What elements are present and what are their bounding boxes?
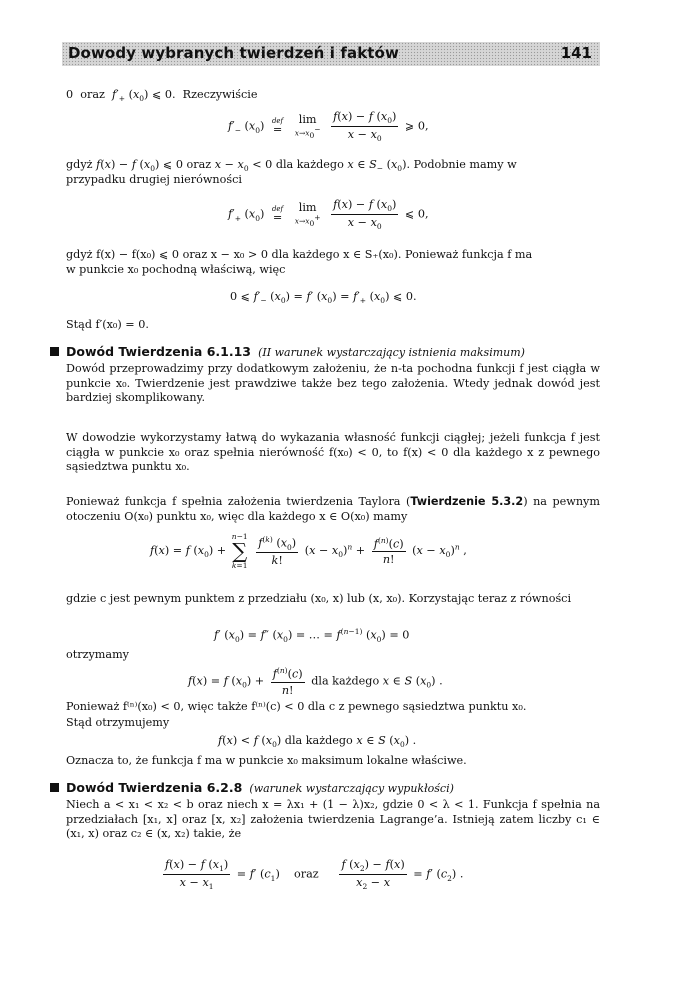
equation-lagrange: $\frac{f(x) - f (x_1)}{x - x_1}$ = f′ $(c_1)$ oraz $\frac{f (x_2) - f(x)}{x_2 - x}$ = f′ $(c_2)$ . <box>165 858 464 892</box>
equation-taylor: f(x) = f $(x_0)$ + n−1 ∑ k=1 $\frac{f^{(k)} (x_0)}{k!}$ $(x - x_0)^n$ + $\frac{f^{(n)}(c)}{n!}$ $(x - x_0)^n$ , <box>150 532 467 570</box>
paragraph: gdzie c jest pewnym punktem z przedziału (x₀, x) lub (x, x₀). Korzystając teraz z równości <box>66 592 572 605</box>
page-number: 141 <box>560 44 592 62</box>
paragraph: Dowód przeprowadzimy przy dodatkowym założeniu, że n-ta pochodna funkcji f jest ciągła w punkcie x₀. Twierdzenie jest prawdziwe także bez tego założenia. Wtedy jednak dowód jest bardziej skomplikowany. <box>66 362 600 404</box>
text-line: gdyż f(x) − f $(x_0)$ ⩽ 0 oraz $x - x_0 < 0$ dla każdego x ∈ $S_-$ $(x_0)$. Podobnie mamy w <box>66 158 517 174</box>
text-line: otrzymamy <box>66 648 130 661</box>
bullet-square-icon <box>50 783 59 792</box>
header-title: Dowody wybranych twierdzeń i faktów <box>68 44 399 62</box>
section-heading-6-2-8: Dowód Twierdzenia 6.2.8 (warunek wystarczający wypukłości) <box>50 780 454 795</box>
section-heading-6-1-13: Dowód Twierdzenia 6.1.13 (II warunek wystarczający istnienia maksimum) <box>50 344 525 359</box>
text-line: Ponieważ f⁽ⁿ⁾(x₀) < 0, więc także f⁽ⁿ⁾(c) < 0 dla c z pewnego sąsiedztwa punktu x₀. <box>66 700 527 713</box>
text-line: 0 oraz $f'_+$ $(x_0)$ ⩽ 0. Rzeczywiście <box>66 88 258 104</box>
equation-derivatives-zero: f′ $(x_0) = f''$ $(x_0)$ = … = $f^{(n-1)}$ $(x_0) = 0$ <box>214 627 410 644</box>
equation-left-derivative: $f'_-$ $(x_0)$ def = lim $x\to x_0^-$ $\frac{f(x) - f (x_0)}{x - x_0}$ ⩾ 0, <box>228 110 429 144</box>
bullet-square-icon <box>50 347 59 356</box>
page-header <box>62 42 600 66</box>
equation-remainder: f(x) = f $(x_0)$ + $\frac{f^{(n)}(c)}{n!}$ dla każdego x ∈ S $(x_0)$ . <box>188 666 443 697</box>
text-line: Stąd otrzymujemy <box>66 716 170 729</box>
text-line: Oznacza to, że funkcja f ma w punkcie x₀ maksimum lokalne właściwe. <box>66 754 467 767</box>
text-line: Stąd f′(x₀) = 0. <box>66 318 149 331</box>
text-line: w punkcie x₀ pochodną właściwą, więc <box>66 263 286 276</box>
paragraph: Niech a < x₁ < x₂ < b oraz niech x = λx₁ + (1 − λ)x₂, gdzie 0 < λ < 1. Funkcja f spełnia na przedziałach [x₁, x] oraz [x, x₂] założenia twierdzenia Lagrange’a. Istnieją zatem liczby c₁ ∈ (x₁, x) oraz c₂ ∈ (x, x₂) takie, że <box>66 798 600 840</box>
paragraph: W dowodzie wykorzystamy łatwą do wykazania własność funkcji ciągłej; jeżeli funkcja f jest ciągła w punkcie x₀ oraz spełnia nierówność f(x₀) < 0, to f(x) < 0 dla każdego x z pewnego sąsiedztwa punktu x₀. <box>66 431 600 473</box>
equation-max: f(x) < f $(x_0)$ dla każdego x ∈ S $(x_0)$ . <box>218 734 417 750</box>
equation-right-derivative: $f'_+$ $(x_0)$ def = lim $x\to x_0^+$ $\frac{f(x) - f (x_0)}{x - x_0}$ ⩽ 0, <box>228 198 429 232</box>
text-line: przypadku drugiej nierówności <box>66 173 242 186</box>
paragraph: Ponieważ funkcja f spełnia założenia twierdzenia Taylora (Twierdzenie 5.3.2) na pewnym otoczeniu O(x₀) punktu x₀, więc dla każdego x ∈ O(x₀) mamy <box>66 495 600 523</box>
text-line: gdyż f(x) − f(x₀) ⩽ 0 oraz x − x₀ > 0 dla każdego x ∈ S₊(x₀). Ponieważ funkcja f ma <box>66 248 533 261</box>
equation-derivative-zero: 0 ⩽ $f'_-$ $(x_0) = f'$ $(x_0) = f'_+$ $(x_0)$ ⩽ 0. <box>230 290 417 306</box>
